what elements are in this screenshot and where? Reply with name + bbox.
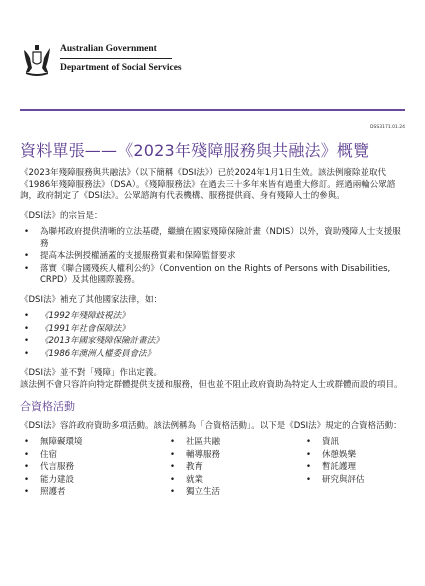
list-item: • 輔導服務	[182, 450, 302, 462]
list-item: • 照護者	[36, 487, 166, 499]
government-wordmark	[60, 44, 182, 73]
document-id: DSS3171.01.24	[370, 125, 405, 130]
section-heading: 合資格活動	[20, 400, 75, 413]
purpose-label: 《DSI法》的宗旨是：	[20, 210, 103, 221]
list-item: • 住宿	[36, 450, 166, 462]
activities-col-3	[302, 437, 365, 500]
list-item: • 資訊	[318, 437, 365, 449]
list-item: • 研究與評估	[318, 475, 365, 487]
list-item: • 社區共融	[182, 437, 302, 449]
no-definition-paragraph: 《DSI法》並不對「殘障」作出定義。 該法例不會只容許向特定群體提供支援和服務，但也並不阻止政府資助為特定人士或群體而設的項目。	[20, 368, 403, 390]
complement-label: 《DSI法》補充了其他國家法律，如：	[20, 294, 162, 305]
list-item: • 教育	[182, 462, 302, 474]
activities-col-2	[166, 437, 302, 500]
list-item: • 獨立生活	[182, 487, 302, 499]
department-name: Department of Social Services	[60, 63, 182, 73]
list-item: • 《1991年社會保障法》	[36, 324, 408, 336]
list-item: • 《1986年澳洲人權委員會法》	[36, 349, 408, 361]
activities-columns	[20, 437, 408, 500]
activities-intro: 《DSI法》容許政府資助多項活動。該法例稱為「合資格活動」。以下是《DSI法》規定的合資格活動：	[20, 420, 402, 431]
purpose-list	[20, 227, 408, 287]
list-item: • 代言服務	[36, 462, 166, 474]
list-item: • 暫託護理	[318, 462, 365, 474]
list-item: • 《2013年國家殘障保險計畫法》	[36, 336, 408, 348]
coat-of-arms-icon	[20, 42, 54, 78]
laws-list	[20, 311, 408, 360]
activities-col-1	[20, 437, 166, 500]
list-item: • 落實《聯合國殘疾人權利公約》（Convention on the Rights of Persons with Disabilities, CRPD）及其他國際義務。	[36, 264, 408, 287]
list-item: • 《1992年殘障歧視法》	[36, 311, 408, 323]
document-body	[20, 168, 408, 500]
header-divider	[20, 109, 405, 111]
list-item: • 無障礙環境	[36, 437, 166, 449]
header	[20, 42, 182, 78]
list-item: • 提高本法例授權涵蓋的支援服務質素和保障監督要求	[36, 251, 408, 263]
list-item: • 為聯邦政府提供清晰的立法基礎，繼續在國家殘障保險計畫（NDIS）以外，資助殘障人士支援服務	[36, 227, 408, 250]
intro-paragraph: 《2023年殘障服務與共融法》（以下簡稱《DSI法》）已於2024年1月1日生效。該法例廢除並取代《1986年殘障服務法》（DSA）。《殘障服務法》在過去三十多年來皆有過重大修訂。經過兩輪公眾諮詢，政府制定了《DSI法》。公眾諮詢有代表機構、服務提供商、身有殘障人士的參與。	[20, 168, 396, 201]
list-item: • 能力建設	[36, 475, 166, 487]
list-item: • 就業	[182, 475, 302, 487]
page-title: 資料單張——《2023年殘障服務與共融法》概覽	[20, 141, 370, 160]
list-item: • 休憩娛樂	[318, 450, 365, 462]
government-name: Australian Government	[60, 44, 172, 59]
